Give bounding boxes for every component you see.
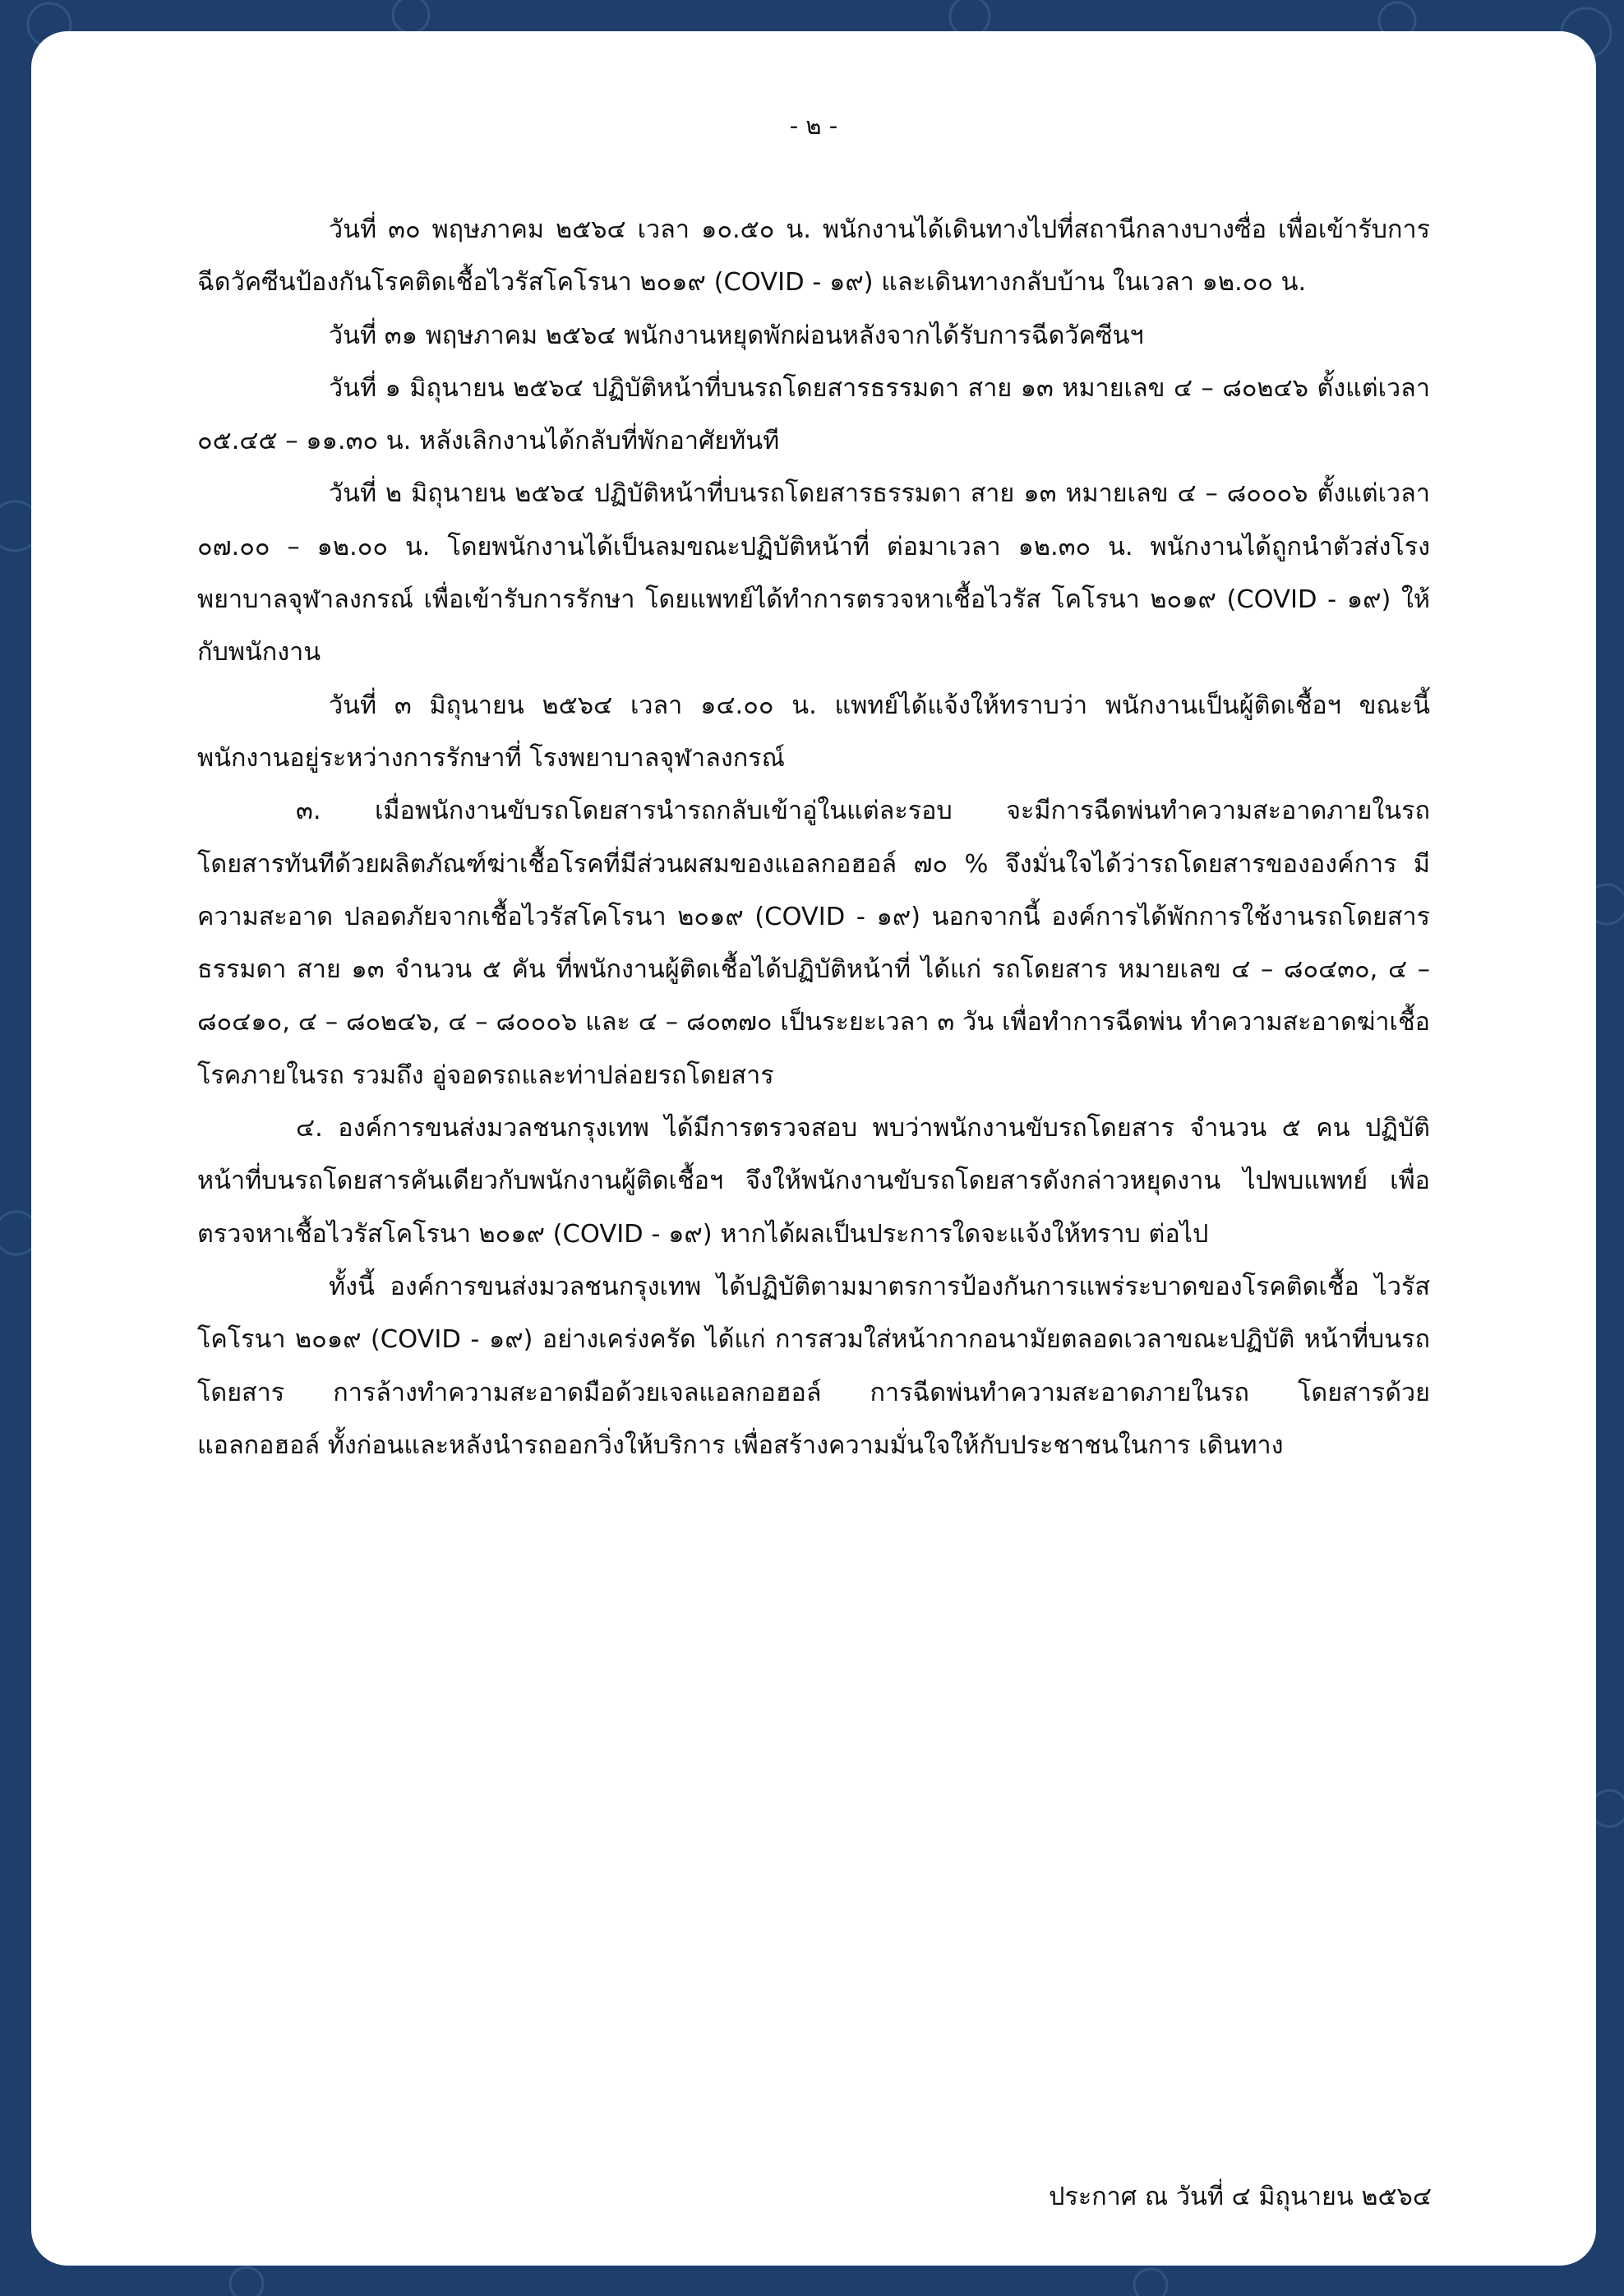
document-body (197, 204, 1430, 1472)
paragraph-item-3: ๓. เมื่อพนักงานขับรถโดยสารนำรถกลับเข้าอู่ในแต่ละรอบ จะมีการฉีดพ่นทำความสะอาดภายในรถ โดยสารทันทีด้วยผลิตภัณฑ์ฆ่าเชื้อโรคที่มีส่วนผสมของแอลกอฮอล์ ๗๐ % จึงมั่นใจได้ว่ารถโดยสารขององค์การ มีความสะอาด ปลอดภัยจากเชื้อไวรัสโคโรนา ๒๐๑๙ (COVID - ๑๙) นอกจากนี้ องค์การได้พักการใช้งานรถโดยสาร ธรรมดา สาย ๑๓ จำนวน ๕ คัน ที่พนักงานผู้ติดเชื้อได้ปฏิบัติหน้าที่ ได้แก่ รถโดยสาร หมายเลข ๔ – ๘๐๔๓๐, ๔ – ๘๐๔๑๐, ๔ – ๘๐๒๔๖, ๔ – ๘๐๐๐๖ และ ๔ – ๘๐๓๗๐ เป็นระยะเวลา ๓ วัน เพื่อทำการฉีดพ่น ทำความสะอาดฆ่าเชื้อโรคภายในรถ รวมถึง อู่จอดรถและท่าปล่อยรถโดยสาร (197, 797, 1430, 1090)
paragraph-item-4: ๔. องค์การขนส่งมวลชนกรุงเทพ ได้มีการตรวจสอบ พบว่าพนักงานขับรถโดยสาร จำนวน ๕ คน ปฏิบัติหน้าที่บนรถโดยสารคันเดียวกับพนักงานผู้ติดเชื้อฯ จึงให้พนักงานขับรถโดยสารดังกล่าวหยุดงาน ไปพบแพทย์ เพื่อตรวจหาเชื้อไวรัสโคโรนา ๒๐๑๙ (COVID - ๑๙) หากได้ผลเป็นประการใดจะแจ้งให้ทราบ ต่อไป (197, 1114, 1430, 1249)
paragraph-conclusion: ทั้งนี้ องค์การขนส่งมวลชนกรุงเทพ ได้ปฏิบัติตามมาตรการป้องกันการแพร่ระบาดของโรคติดเชื้อ ไวรัสโคโรนา ๒๐๑๙ (COVID - ๑๙) อย่างเคร่งครัด ได้แก่ การสวมใส่หน้ากากอนามัยตลอดเวลาขณะปฏิบัติ หน้าที่บนรถโดยสาร การล้างทำความสะอาดมือด้วยเจลแอลกอฮอล์ การฉีดพ่นทำความสะอาดภายในรถ โดยสารด้วยแอลกอฮอล์ ทั้งก่อนและหลังนำรถออกวิ่งให้บริการ เพื่อสร้างความมั่นใจให้กับประชาชนในการ เดินทาง (197, 1272, 1430, 1460)
announcement-date: ประกาศ ณ วันที่ ๔ มิถุนายน ๒๕๖๔ (1049, 2183, 1432, 2211)
paragraph-may-31: วันที่ ๓๑ พฤษภาคม ๒๕๖๔ พนักงานหยุดพักผ่อนหลังจากได้รับการฉีดวัคซีนฯ (329, 321, 1144, 350)
paragraph-june-2: วันที่ ๒ มิถุนายน ๒๕๖๔ ปฏิบัติหน้าที่บนรถโดยสารธรรมดา สาย ๑๓ หมายเลข ๔ – ๘๐๐๐๖ ตั้งแต่เวลา ๐๗.๐๐ – ๑๒.๐๐ น. โดยพนักงานได้เป็นลมขณะปฏิบัติหน้าที่ ต่อมาเวลา ๑๒.๓๐ น. พนักงานได้ถูกนำตัวส่งโรงพยาบาลจุฬาลงกรณ์ เพื่อเข้ารับการรักษา โดยแพทย์ได้ทำการตรวจหาเชื้อไวรัส โคโรนา ๒๐๑๙ (COVID - ๑๙) ให้กับพนักงาน (197, 479, 1430, 668)
document-page (31, 31, 1596, 2266)
page-number: - ๒ - (789, 112, 838, 140)
paragraph-june-3: วันที่ ๓ มิถุนายน ๒๕๖๔ เวลา ๑๔.๐๐ น. แพทย์ได้แจ้งให้ทราบว่า พนักงานเป็นผู้ติดเชื้อฯ ขณะนี้พนักงานอยู่ระหว่างการรักษาที่ โรงพยาบาลจุฬาลงกรณ์ (197, 691, 1430, 773)
paragraph-june-1: วันที่ ๑ มิถุนายน ๒๕๖๔ ปฏิบัติหน้าที่บนรถโดยสารธรรมดา สาย ๑๓ หมายเลข ๔ – ๘๐๒๔๖ ตั้งแต่เวลา ๐๕.๔๕ – ๑๑.๓๐ น. หลังเลิกงานได้กลับที่พักอาศัยทันที (197, 373, 1430, 456)
paragraph-may-30: วันที่ ๓๐ พฤษภาคม ๒๕๖๔ เวลา ๑๐.๕๐ น. พนักงานได้เดินทางไปที่สถานีกลางบางซื่อ เพื่อเข้ารับการฉีดวัคซีนป้องกันโรคติดเชื้อไวรัสโคโรนา ๒๐๑๙ (COVID - ๑๙) และเดินทางกลับบ้าน ในเวลา ๑๒.๐๐ น. (197, 215, 1430, 298)
